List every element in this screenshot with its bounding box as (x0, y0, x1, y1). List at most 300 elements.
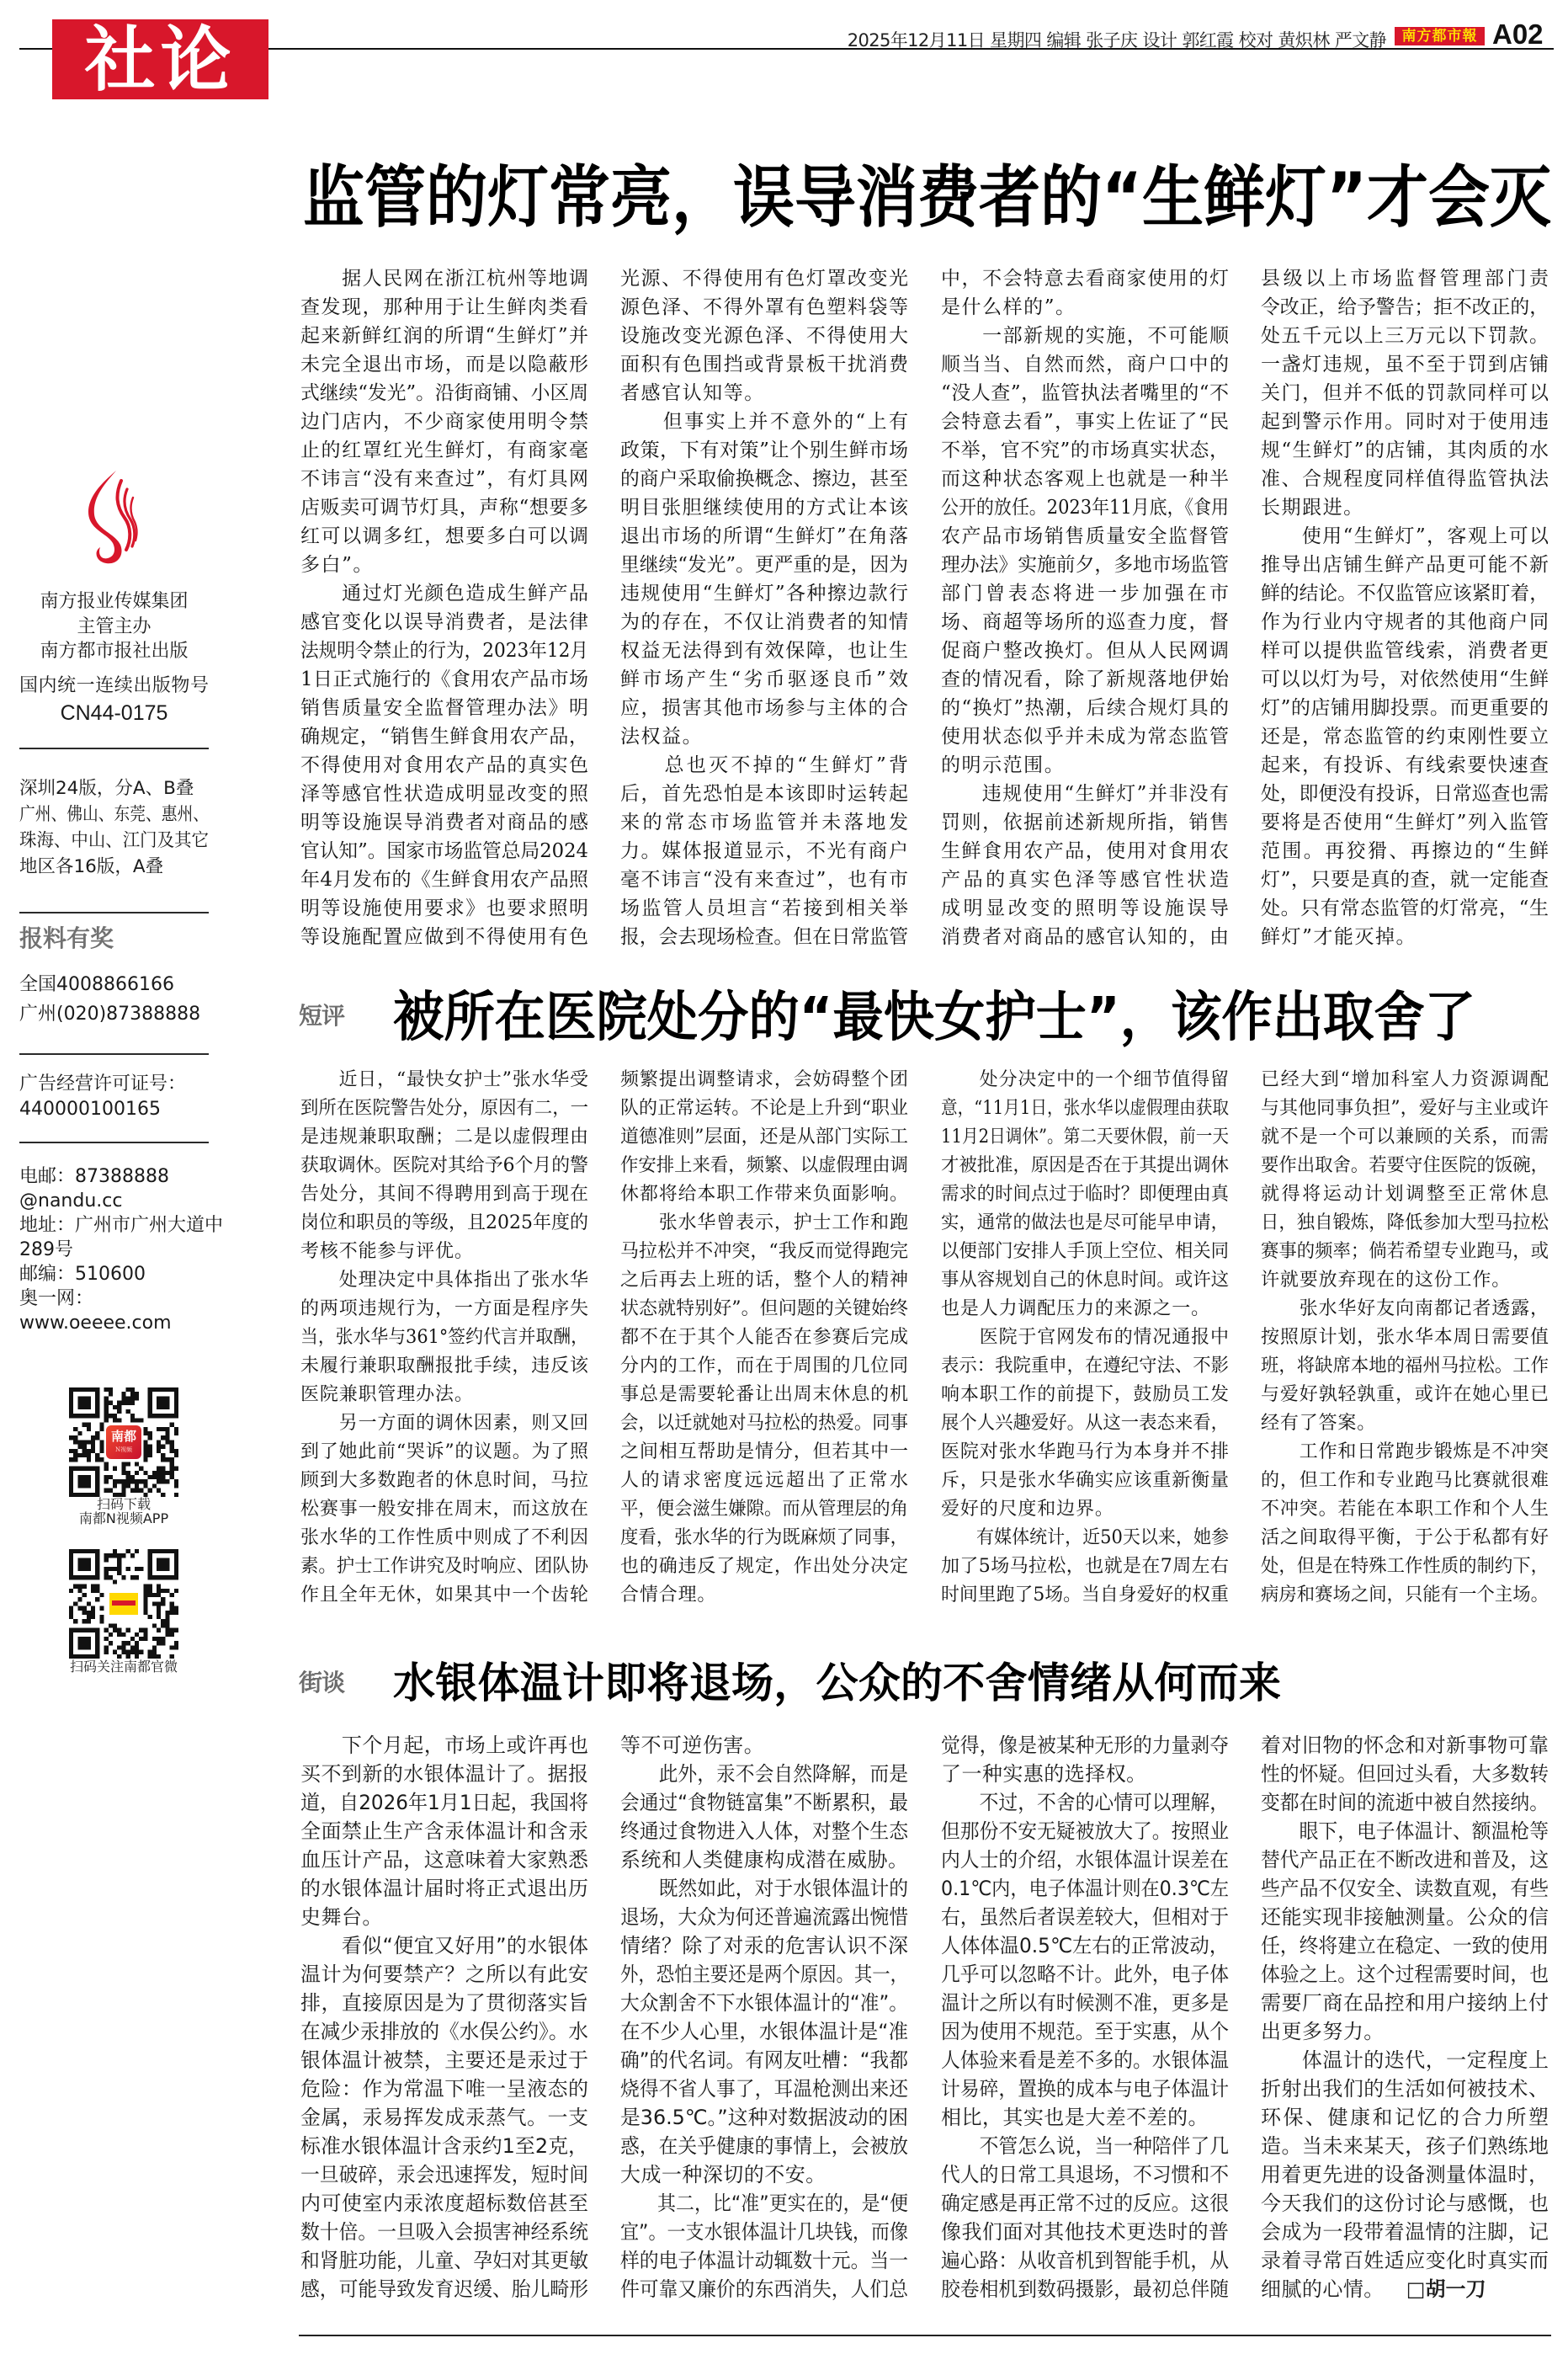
text-line-content: 终通过食物进入人体，对整个生态 (620, 1819, 908, 1843)
qr-caption-line: 南都N视频APP (78, 1510, 169, 1526)
text-line-content: 危险：作为常温下唯一呈液态的 (300, 2077, 589, 2101)
text-line (1261, 694, 1549, 722)
text-line (300, 1903, 588, 1931)
text-line (1261, 665, 1549, 694)
text-line (300, 1467, 588, 1495)
text-line (620, 1931, 908, 1960)
text-column (1261, 264, 1552, 951)
text-line (620, 2074, 908, 2103)
text-line (300, 1352, 588, 1381)
text-line (941, 751, 1229, 780)
text-line (620, 608, 908, 636)
text-line (620, 1903, 908, 1931)
text-line (620, 923, 908, 951)
text-line-content: 医院兼职管理办法。 (300, 1384, 474, 1405)
text-line-content: 之间相互帮助是情分，但若其中一 (620, 1441, 909, 1462)
text-line (1261, 722, 1549, 751)
contact-line: @nandu.cc (19, 1190, 123, 1212)
app-logo-text: 南都 (110, 1429, 136, 1444)
hotlines (19, 970, 209, 1029)
text-line (1261, 1845, 1549, 1874)
text-line-content: 变都在时间的流逝中被自然接纳。 (1261, 1791, 1549, 1814)
text-line (620, 1524, 908, 1552)
text-line (1261, 1209, 1549, 1238)
text-line-content: 惑，在关乎健康的事情上，会被放 (620, 2134, 908, 2158)
text-line (300, 2275, 588, 2303)
text-line (620, 2017, 908, 2046)
text-line (941, 722, 1229, 751)
text-line (941, 1352, 1229, 1381)
text-line (941, 1845, 1229, 1874)
text-line-content: 会通过“食物链富集”不断累积，最 (620, 1791, 908, 1814)
text-line-content: 样的电子体温计动辄数十元。当一 (620, 2249, 908, 2272)
text-line-content: 与爱好孰轻孰重，或许在她心里已 (1261, 1384, 1549, 1405)
text-line-content: 里继续“发光”。更严重的是，因为 (620, 554, 908, 576)
text-line (1261, 2160, 1549, 2189)
text-line (1261, 1731, 1549, 1760)
text-line (941, 1094, 1229, 1123)
text-line-content: 规“生鲜灯”的店铺，其肉质的水 (1261, 439, 1550, 461)
text-line (941, 1467, 1229, 1495)
text-line-content: 农产品市场销售质量安全监督管 (941, 525, 1230, 547)
text-line-content: 但那份不安无疑被放大了。按照业 (941, 1819, 1229, 1843)
text-line-content: 销售质量安全监督管理办法》明 (300, 697, 590, 719)
text-column (1261, 1731, 1549, 2303)
text-line (620, 1467, 911, 1495)
text-line (620, 2218, 908, 2246)
text-line (941, 264, 1229, 293)
text-line-content: 权益无法得到有效保障，也让生 (620, 640, 910, 662)
text-line-content: 官认知”。国家市场监管总局2024 (300, 840, 588, 862)
text-line (620, 1731, 908, 1760)
text-line-content: 事从容规划自己的休息时间。或许这 (941, 1270, 1229, 1291)
text-line (620, 2132, 908, 2160)
text-line-content: 医院于官网发布的情况通报中 (941, 1327, 1230, 1348)
text-line (1261, 1524, 1549, 1552)
text-line (300, 1874, 588, 1903)
text-line (1261, 1295, 1549, 1323)
text-line-content: 未履行兼职取酬报批手续，违反该 (300, 1355, 589, 1377)
text-column (300, 1066, 588, 1610)
text-line-content: 用着更先进的设备测量体温时， (1261, 2163, 1549, 2186)
headline (303, 160, 1551, 236)
text-line (300, 751, 588, 780)
text-line-content: 展个人兴趣爱好。从这一表态来看， (941, 1413, 1229, 1434)
text-line (941, 579, 1232, 608)
text-line (941, 665, 1229, 694)
text-line (941, 1788, 1229, 1817)
text-line (1261, 1238, 1549, 1266)
text-line-content: 排，直接原因是为了贯彻落实旨 (300, 1991, 589, 2015)
text-line-content: 式继续“发光”。沿街商铺、小区周 (300, 382, 588, 404)
text-line (941, 1266, 1229, 1295)
text-line-content: 场、商超等场所的巡查力度，督 (941, 611, 1230, 633)
text-line-content: 体验之上。这个过程需要时间，也 (1261, 1963, 1549, 1986)
text-line (1261, 2275, 1549, 2303)
text-line (941, 1731, 1229, 1760)
masthead-logo: 南方都市報 (1395, 27, 1485, 45)
text-line-content: 法权益。 (620, 726, 704, 748)
contact-info (19, 1164, 224, 1335)
sidebar-divider (19, 1053, 209, 1055)
text-line-content: 理办法》实施前夕，多地市场监管 (941, 554, 1229, 576)
qr-code-weibo (69, 1549, 178, 1659)
bottom-rule (299, 2335, 1551, 2336)
text-line (300, 1381, 588, 1409)
text-line (620, 894, 911, 923)
text-line (620, 636, 908, 665)
text-line-content: 不管怎么说，当一种陪伴了几 (941, 2134, 1229, 2158)
text-line-content: 另一方面的调休因素，则又回 (300, 1413, 589, 1434)
text-line-content: 到了她此前“哭诉”的议题。为了照 (300, 1441, 589, 1462)
text-line (620, 1788, 908, 1817)
app-logo-subtext: N视频 (114, 1446, 133, 1453)
text-line (941, 1524, 1229, 1552)
text-line-content: 的商户采取偷换概念、擦边，甚至 (620, 468, 908, 490)
text-line-content: 边门店内，不少商家使用明令禁 (300, 411, 590, 433)
contact-line: 289号 (19, 1239, 73, 1260)
text-line (941, 1760, 1229, 1788)
text-line-content: 替代产品正在不断改进和普及，这 (1261, 1848, 1549, 1872)
text-line-content: 还能实现非接触测量。公众的信 (1261, 1905, 1549, 1929)
text-line-content: 人体体温0.5℃左右的正常波动， (941, 1934, 1229, 1957)
text-line (1261, 865, 1549, 894)
text-line-content: 顾到大多数跑者的休息时间，马拉 (300, 1470, 589, 1491)
text-line-content: 顺当当、自然而然，商户口中的 (941, 354, 1230, 375)
text-line (300, 2017, 588, 2046)
text-line-content: 确定感是再正常不过的反应。这很 (941, 2192, 1229, 2215)
text-line (1261, 1467, 1549, 1495)
text-line-content: 张水华的工作性质中则成了不利因 (300, 1527, 589, 1548)
text-line-content: 系统和人类健康构成潜在威胁。 (620, 1848, 909, 1872)
contact-line: 地址：广州市广州大道中 (19, 1215, 224, 1236)
text-line (620, 350, 908, 379)
text-line (620, 1238, 908, 1266)
page-number: A02 (1492, 19, 1544, 50)
text-line-content: 店贩卖可调节灯具，声称“想要多 (300, 497, 589, 519)
text-line-content: 年4月发布的《生鲜食用农产品照 (300, 869, 589, 891)
text-line-content: 据人民网在浙江杭州等地调 (300, 268, 590, 290)
text-line (620, 808, 912, 837)
text-line (1261, 1989, 1549, 2017)
text-line (941, 522, 1229, 551)
text-line-content: 可以以灯为号，对依然使用“生鲜 (1261, 668, 1549, 690)
text-line (300, 1266, 588, 1295)
text-line (941, 1960, 1229, 1989)
text-line-content: 要将是否使用“生鲜灯”列入监管 (1261, 812, 1550, 833)
text-line-content: 产品的真实色泽等感官性状造 (941, 869, 1232, 891)
text-line-content: 代人的日常工具退场，不习惯和不 (941, 2163, 1229, 2186)
text-line (300, 1152, 588, 1180)
text-line (620, 2189, 908, 2218)
text-line (1261, 894, 1549, 923)
text-line-content: 生鲜食用农产品，使用对食用农 (941, 840, 1230, 862)
text-line (941, 350, 1229, 379)
text-line (300, 1552, 588, 1581)
text-line-content: 鲜的结论。不仅监管应该紧盯着， (1261, 583, 1549, 604)
text-line-content: 造。当未来某天，孩子们熟练地 (1261, 2134, 1549, 2158)
text-column (941, 264, 1232, 951)
qr-caption-line: 扫码下载 (96, 1496, 151, 1512)
article-label: 短评 (299, 1002, 345, 1030)
text-line (1261, 808, 1549, 837)
text-line (300, 1960, 588, 1989)
publisher-info (19, 589, 209, 664)
text-line (620, 865, 908, 894)
text-line-content: 泽等感官性状造成明显改变的照 (300, 783, 590, 805)
text-line (620, 1295, 908, 1323)
text-line (941, 1381, 1229, 1409)
text-line-content: 表示：我院重申，在遵纪守法、不影 (941, 1355, 1229, 1377)
text-column (300, 1731, 588, 2303)
text-line-content: 部门曾表态将进一步加强在市 (941, 583, 1232, 604)
text-line-content: 处，但是在特殊工作性质的制约下， (1261, 1556, 1549, 1577)
text-line (1261, 293, 1549, 322)
text-line (1261, 923, 1549, 951)
text-line (941, 1180, 1229, 1209)
text-line-content: 一盏灯违规，虽不至于罚到店铺 (1261, 354, 1550, 375)
text-line-content: 宜”。一支水银体温计几块钱，而像 (620, 2220, 908, 2244)
ad-license-number: 440000100165 (19, 1099, 161, 1120)
serial-label (19, 672, 209, 700)
text-line (941, 1903, 1229, 1931)
text-line (1261, 1352, 1549, 1381)
text-line-content: 的明示范围。 (941, 754, 1066, 776)
text-line-content: 明等设施误导消费者对商品的感 (300, 812, 590, 833)
text-line-content: 在不少人心里，水银体温计是“准 (620, 2020, 908, 2043)
text-line (300, 1731, 588, 1760)
text-line-content: 日，独自锻炼，降低参加大型马拉松 (1261, 1212, 1549, 1233)
text-line-content: 之后再去上班的话，整个人的精神 (620, 1270, 909, 1291)
text-line (620, 1960, 908, 1989)
text-line-content: 着对旧物的怀念和对新事物可靠 (1261, 1734, 1549, 1757)
text-line-content: 县级以上市场监督管理部门责 (1261, 268, 1552, 290)
text-line (300, 493, 588, 522)
text-line (941, 636, 1229, 665)
text-line-content: 会特意去看”，事实上佐证了“民 (941, 411, 1230, 433)
text-line-content: 温计为何要禁产？之所以有此安 (300, 1963, 589, 1986)
contact-line: 邮编：510600 (19, 1264, 146, 1285)
qr-app-caption (66, 1497, 182, 1526)
text-line (300, 722, 588, 751)
text-line-content: 近日，“最快女护士”张水华受 (300, 1069, 589, 1090)
text-line (620, 837, 908, 865)
text-line (941, 865, 1232, 894)
text-line-content: 使用状态似乎并未成为常态监管 (941, 726, 1230, 748)
text-line (620, 1495, 908, 1524)
text-line (300, 264, 588, 293)
text-line (620, 1409, 908, 1438)
text-line-content: 事总是需要轮番让出周末休息的机 (620, 1384, 909, 1405)
text-line (941, 2046, 1229, 2074)
text-line (620, 493, 908, 522)
text-line-content: 11月2日调休”。第二天要休假，前一天 (941, 1126, 1229, 1148)
hotline: 全国4008866166 (19, 974, 174, 995)
text-line-content: 法规明令禁止的行为，2023年12月 (300, 640, 588, 662)
text-line-content: 成明显改变的照明等设施误导 (941, 897, 1232, 919)
text-line-content: 的两项违规行为，一方面是程序失 (300, 1298, 589, 1319)
text-line-content: 觉得，像是被某种无形的力量剥夺 (941, 1734, 1229, 1757)
text-line (1261, 2132, 1549, 2160)
text-line-content: 许就要放弃现在的这份工作。 (1261, 1270, 1512, 1291)
headline-text: 水银体温计即将退场，公众的不舍情绪从何而来 (393, 1659, 1282, 1707)
text-line (941, 1323, 1229, 1352)
text-line (300, 1180, 588, 1209)
text-line (620, 1266, 908, 1295)
text-line (1261, 1094, 1549, 1123)
text-line-content: 不举，官不究”的市场真实状态， (941, 439, 1230, 461)
text-line-content: 也的确违反了规定，作出处分决定 (620, 1556, 909, 1577)
text-line (941, 2275, 1229, 2303)
sidebar-divider (19, 748, 209, 749)
text-line (1261, 350, 1549, 379)
text-line-content: 后，首先恐怕是本该即时运转起 (620, 783, 910, 805)
edition-line-text: 珠海、中山、江门及其它 (19, 830, 209, 851)
text-line-content: 不冲突。若能在本职工作和个人生 (1261, 1499, 1549, 1520)
text-line-content: 温计之所以有时候测不准，更多是 (941, 1991, 1229, 2015)
text-line-content: 不讳言“没有来查过”，有灯具网 (300, 468, 590, 490)
text-line (620, 1066, 908, 1094)
text-line-content: 些产品不仅安全、读数直观，有些 (1261, 1877, 1549, 1900)
text-line (1261, 1266, 1549, 1295)
text-line (1261, 2189, 1549, 2218)
text-line (941, 1495, 1229, 1524)
publisher-line: 南方报业传媒集团 (40, 591, 189, 612)
text-line (1261, 1931, 1549, 1960)
text-column (300, 264, 588, 951)
text-line (941, 1409, 1229, 1438)
text-line-content: 面积有色围挡或背景板干扰消费 (620, 354, 910, 375)
text-line (941, 1989, 1229, 2017)
text-line-content: 出更多努力。 (1261, 2020, 1385, 2043)
text-line (1261, 2074, 1549, 2103)
edition-line-text: 广州、佛山、东莞、惠州、 (19, 804, 209, 825)
ad-license (19, 1072, 209, 1122)
text-line-content: 分内的工作，而在于周围的几位同 (620, 1355, 909, 1377)
text-line (300, 293, 588, 322)
text-line (941, 894, 1232, 923)
text-line (300, 1438, 588, 1467)
text-line-content: 一部新规的实施，不可能顺 (941, 325, 1230, 347)
text-line (300, 465, 588, 493)
edition-line: 深圳24版，分A、B叠 (19, 778, 194, 799)
text-line-content: 处。只有常态监管的灯常亮，“生 (1261, 897, 1549, 919)
text-line-content: 等不可逆伤害。 (620, 1734, 765, 1757)
text-line (620, 1323, 908, 1352)
text-line (941, 1238, 1229, 1266)
text-column (941, 1066, 1229, 1610)
text-line (941, 2132, 1229, 2160)
text-line (941, 465, 1229, 493)
text-line-content: 需要厂商在品控和用户接纳上付 (1261, 1991, 1549, 2015)
qr-code-app (69, 1387, 178, 1497)
text-line (300, 694, 588, 722)
text-line (620, 694, 908, 722)
text-line-content: 血压计产品，这意味着大家熟悉 (300, 1848, 589, 1872)
text-line (620, 751, 912, 780)
text-line-content: 是违规兼职取酬；二是以虚假理由 (300, 1126, 589, 1148)
text-line-content: 加了5场马拉松，也就是在7周左右 (941, 1556, 1230, 1577)
text-line (1261, 264, 1552, 293)
text-line (620, 436, 908, 465)
text-line-content: 样可以提供监管线索，消费者更 (1261, 640, 1550, 662)
text-line (620, 293, 908, 322)
text-line (620, 2246, 908, 2275)
text-line (300, 1817, 588, 1845)
text-line (941, 2074, 1229, 2103)
text-line (941, 322, 1229, 350)
text-line (620, 264, 908, 293)
text-line-content: 毫不讳言“没有来查过”，也有市 (620, 869, 910, 891)
text-line-content: 的水银体温计届时将正式退出历 (300, 1877, 589, 1900)
text-line-content: 获取调休。医院对其给予6个月的警 (300, 1155, 588, 1176)
text-line (620, 1552, 908, 1581)
text-line (300, 379, 588, 407)
text-line-content: 会成为一段带着温情的注脚，记 (1261, 2220, 1549, 2244)
text-line (620, 1438, 908, 1467)
text-column (620, 1731, 908, 2303)
text-line-content: 考核不能参与评优。 (300, 1241, 474, 1262)
text-line-content: 下个月起，市场上或许再也 (300, 1734, 589, 1757)
text-line-content: 起到警示作用。同时对于使用违 (1261, 411, 1550, 433)
text-line (941, 407, 1229, 436)
text-line-content: 此外，汞不会自然降解，而是 (620, 1762, 908, 1786)
text-line-content: 岗位和职员的等级，且2025年度的 (300, 1212, 588, 1233)
text-line (300, 1524, 588, 1552)
text-line (1261, 379, 1549, 407)
text-line (300, 350, 588, 379)
text-line-content: 史舞台。 (300, 1905, 383, 1929)
section-label: 社论 (84, 18, 237, 101)
section-label-box (52, 19, 268, 99)
text-line (300, 780, 588, 808)
text-line (941, 837, 1229, 865)
text-line (620, 1381, 908, 1409)
text-line-content: 工作和日常跑步锻炼是不冲突 (1261, 1441, 1549, 1462)
text-line-content: 环保、健康和记忆的合力所塑 (1261, 2106, 1551, 2129)
text-line (300, 1123, 588, 1152)
text-line (1261, 2017, 1549, 2046)
edition-line (19, 802, 209, 828)
logo-band (112, 1600, 136, 1606)
text-line-content: 要作出取舍。若要守住医院的饭碗， (1261, 1155, 1549, 1176)
text-line (941, 2103, 1229, 2132)
text-line (300, 407, 588, 436)
text-line-content: 来的常态市场监管并未落地发 (620, 812, 912, 833)
text-line (941, 780, 1229, 808)
text-line-content: 任，终将建立在稳定、一致的使用 (1261, 1934, 1549, 1957)
text-line-content: 已经大到“增加科室人力资源调配 (1261, 1069, 1550, 1090)
text-line-content: 也是人力调配压力的来源之一。 (941, 1298, 1210, 1319)
text-line (1261, 579, 1549, 608)
text-line-content: 内人士的介绍，水银体温计误差在 (941, 1848, 1229, 1872)
text-line (300, 522, 588, 551)
text-line (300, 1760, 588, 1788)
text-line (620, 1845, 908, 1874)
text-line-content: 大成一种深切的不安。 (620, 2163, 827, 2186)
text-line (1261, 636, 1549, 665)
text-line-content: 外，恐怕主要还是两个原因。其一， (620, 1963, 908, 1986)
text-line-content: 力。媒体报道显示，不光有商户 (620, 840, 910, 862)
text-line-content: 使用“生鲜灯”，客观上可以 (1261, 525, 1550, 547)
ad-license-label: 广告经营许可证号： (19, 1073, 187, 1094)
text-line-content: 时间里跑了5场。当自身爱好的权重 (941, 1584, 1229, 1606)
serial-number: CN44-0175 (60, 701, 168, 725)
text-line-content: 中，不会特意去看商家使用的灯 (941, 268, 1230, 290)
text-line (1261, 837, 1549, 865)
text-column (620, 264, 912, 951)
text-line (1261, 1788, 1549, 1817)
